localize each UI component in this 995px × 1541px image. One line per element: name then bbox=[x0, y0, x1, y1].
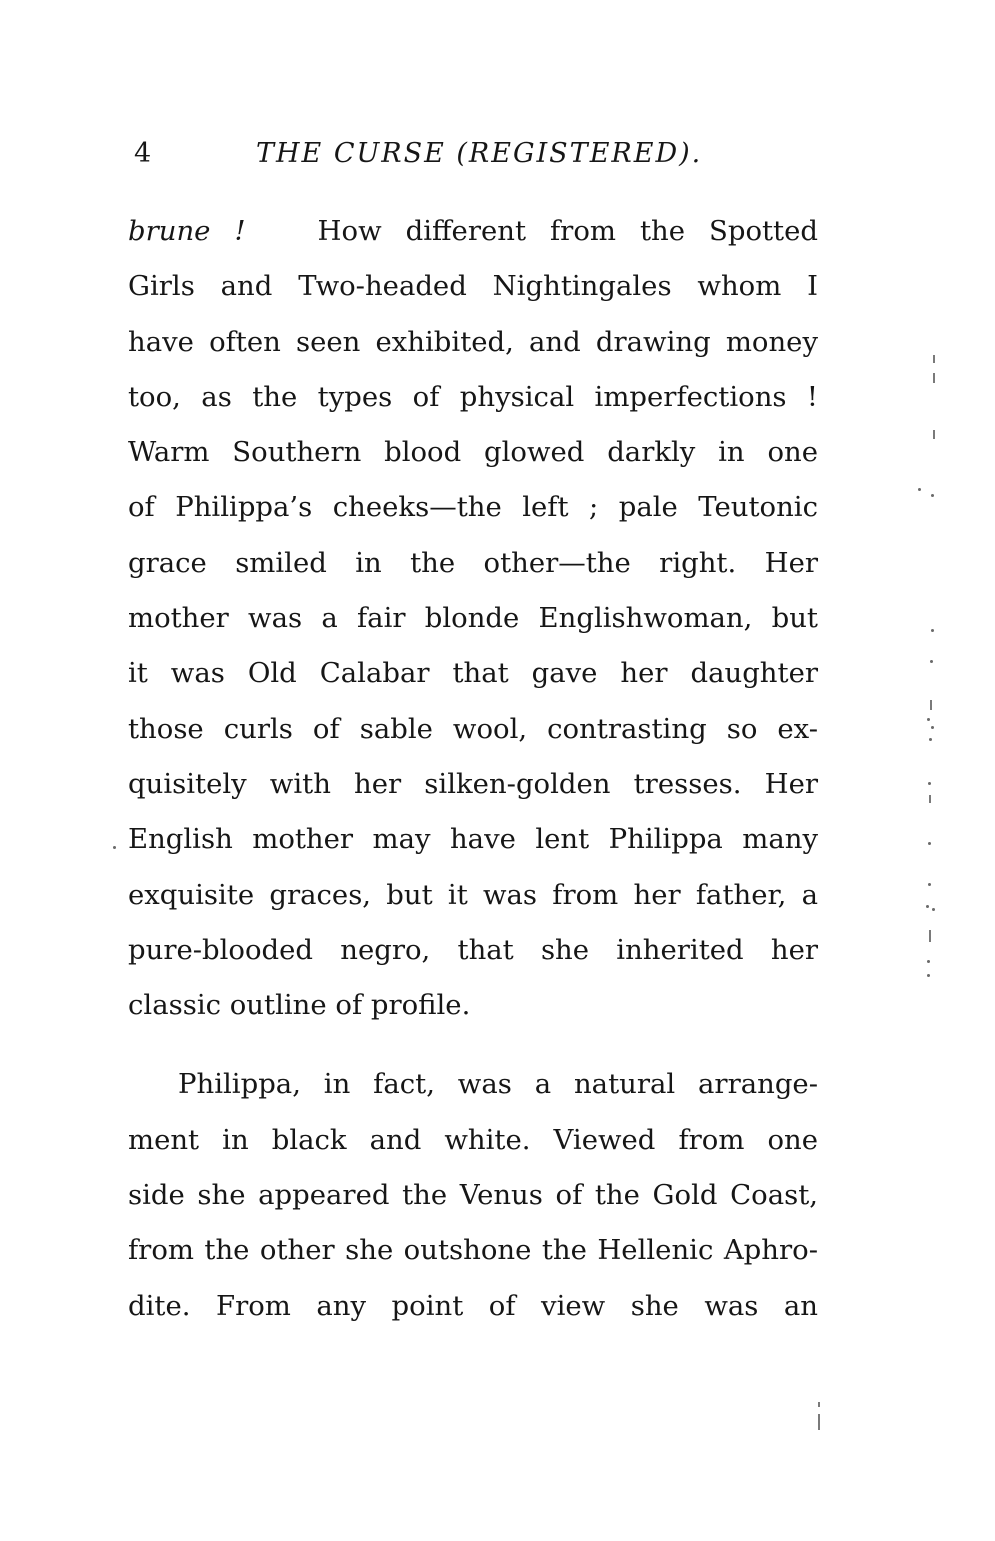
text-line: exquisite graces, but it was from her father, a bbox=[128, 878, 818, 911]
page-number: 4 bbox=[134, 138, 152, 169]
text-line: classic outline of profile. bbox=[128, 989, 471, 1022]
scan-artifact bbox=[933, 373, 935, 383]
italic-word: brune ! bbox=[128, 215, 246, 247]
text-line: grace smiled in the other—the right. Her bbox=[128, 546, 818, 579]
scan-artifact bbox=[931, 494, 934, 497]
scan-artifact bbox=[928, 842, 931, 845]
text-line: Girls and Two-headed Nightingales whom I bbox=[128, 270, 818, 303]
text-line: have often seen exhibited, and drawing money bbox=[128, 325, 818, 358]
text-line: Warm Southern blood glowed darkly in one bbox=[128, 436, 818, 469]
text-line: English mother may have lent Philippa many bbox=[128, 823, 818, 856]
scan-artifact bbox=[927, 718, 930, 721]
scan-artifact bbox=[931, 726, 934, 729]
scan-artifact bbox=[927, 974, 930, 977]
text-line: those curls of sable wool, contrasting so ex- bbox=[128, 712, 818, 745]
text-line: ment in black and white. Viewed from one bbox=[128, 1123, 818, 1156]
running-header bbox=[134, 132, 814, 176]
text-line: mother was a fair blonde Englishwoman, but bbox=[128, 602, 818, 635]
text-line: too, as the types of physical imperfections ! bbox=[128, 380, 818, 413]
scan-artifact bbox=[933, 430, 935, 439]
text-line: dite. From any point of view she was an bbox=[128, 1289, 818, 1322]
scan-artifact bbox=[113, 846, 116, 849]
paragraph-gap bbox=[128, 1033, 818, 1057]
scan-artifact bbox=[929, 795, 931, 803]
text-line: of Philippa’s cheeks—the left ; pale Teutonic bbox=[128, 491, 818, 524]
text-line bbox=[128, 204, 818, 259]
scan-artifact bbox=[926, 905, 929, 908]
body-text bbox=[128, 204, 818, 1334]
text-line: it was Old Calabar that gave her daughter bbox=[128, 657, 818, 690]
scan-artifact bbox=[927, 960, 930, 963]
scan-artifact bbox=[931, 629, 934, 632]
scan-artifact bbox=[818, 1402, 820, 1407]
text-line: side she appeared the Venus of the Gold Coast, bbox=[128, 1179, 818, 1212]
text-line: quisitely with her silken-golden tresses. Her bbox=[128, 767, 818, 800]
scan-artifact bbox=[928, 883, 931, 886]
scan-artifact bbox=[818, 1414, 820, 1430]
text-line: pure-blooded negro, that she inherited her bbox=[128, 933, 818, 966]
scan-artifact bbox=[928, 782, 931, 785]
scan-artifact bbox=[930, 700, 932, 710]
text-line-continuation: How different from the Spotted bbox=[317, 215, 818, 247]
scan-artifact bbox=[918, 488, 921, 491]
text-line: Philippa, in fact, was a natural arrange- bbox=[178, 1068, 818, 1101]
scan-artifact bbox=[929, 738, 932, 741]
scan-artifact bbox=[933, 355, 935, 363]
running-title: THE CURSE (REGISTERED). bbox=[256, 138, 703, 169]
scan-artifact bbox=[932, 908, 935, 911]
text-line: from the other she outshone the Hellenic Aphro- bbox=[128, 1234, 818, 1267]
scan-artifact bbox=[929, 930, 931, 942]
scan-artifact bbox=[930, 660, 933, 663]
